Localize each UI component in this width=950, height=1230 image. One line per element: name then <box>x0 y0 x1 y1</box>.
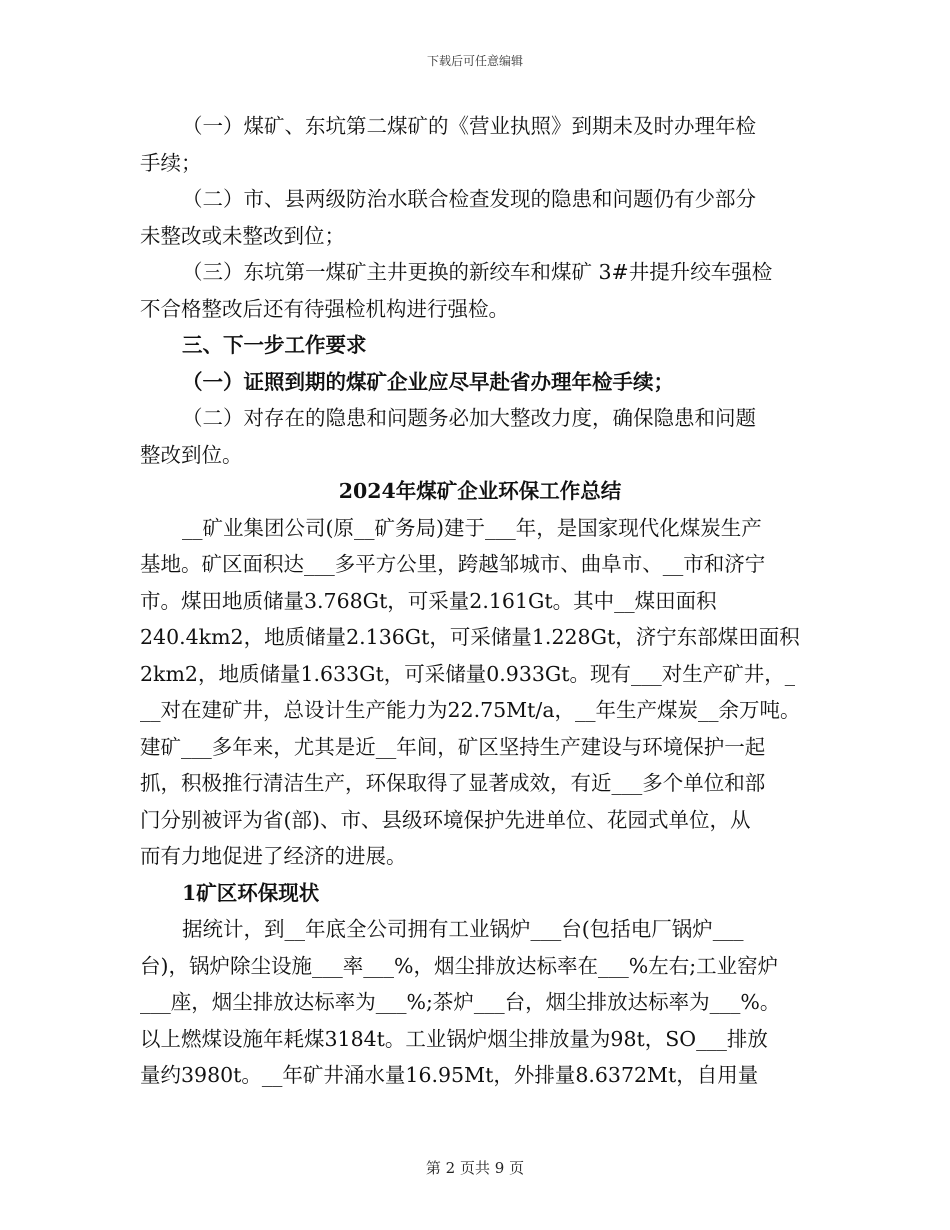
paragraph-line: 以上燃煤设施年耗煤3184t。工业锅炉烟尘排放量为98t，SO___排放 <box>140 1026 768 1051</box>
page-footer: 第 2 页共 9 页 <box>425 1159 525 1177</box>
paragraph-line: 门分别被评为省(部)、市、县级环境保护先进单位、花园式单位，从 <box>140 807 751 832</box>
paragraph-line: 市。煤田地质储量3.768Gt，可采量2.161Gt。其中__煤田面积 <box>140 588 717 613</box>
paragraph-line: 2km2，地质储量1.633Gt，可采储量0.933Gt。现有___对生产矿井，_ <box>140 661 796 686</box>
document-body <box>140 108 820 1094</box>
paragraph-line: 量约3980t。__年矿井涌水量16.95Mt，外排量8.6372Mt，自用量 <box>140 1063 759 1087</box>
paragraph-line: 240.4km2，地质储量2.136Gt，可采储量1.228Gt，济宁东部煤田面积 <box>140 625 800 649</box>
paragraph-line: __对在建矿井，总设计生产能力为22.75Mt/a，__年生产煤炭__余万吨。 <box>140 698 801 722</box>
section-heading: 三、下一步工作要求 <box>182 333 367 357</box>
page-header: 下载后可任意编辑 <box>426 54 523 68</box>
paragraph-line: ___座，烟尘排放达标率为___%;茶炉___台，烟尘排放达标率为___%。 <box>140 990 781 1014</box>
paragraph-line: 而有力地促进了经济的进展。 <box>140 844 407 868</box>
paragraph-line: （二）市、县两级防治水联合检查发现的隐患和问题仍有少部分 <box>182 187 756 211</box>
document-title: 2024年煤矿企业环保工作总结 <box>338 479 622 503</box>
paragraph-line: 抓，积极推行清洁生产，环保取得了显著成效，有近___多个单位和部 <box>140 771 766 795</box>
paragraph-line: 整改到位。 <box>140 442 243 467</box>
paragraph-line: （三）东坑第一煤矿主井更换的新绞车和煤矿 3#井提升绞车强检 <box>182 260 773 284</box>
paragraph-line: 手续； <box>140 150 202 175</box>
paragraph-line: 未整改或未整改到位； <box>140 223 345 248</box>
paragraph-line: 不合格整改后还有待强检机构进行强检。 <box>140 296 509 321</box>
paragraph-line: （二）对存在的隐患和问题务必加大整改力度，确保隐患和问题 <box>182 406 756 430</box>
section-heading: 1矿区环保现状 <box>182 880 320 905</box>
paragraph-line: 台)，锅炉除尘设施___率___%，烟尘排放达标率在___%左右;工业窑炉 <box>140 953 779 978</box>
paragraph-line: 据统计，到__年底全公司拥有工业锅炉___台(包括电厂锅炉___ <box>182 917 744 941</box>
paragraph-line: 基地。矿区面积达___多平方公里，跨越邹城市、曲阜市、__市和济宁 <box>140 552 766 576</box>
paragraph-line-bold: （一）证照到期的煤矿企业应尽早赴省办理年检手续； <box>182 369 674 394</box>
paragraph-line: （一）煤矿、东坑第二煤矿的《营业执照》到期未及时办理年检 <box>182 114 756 138</box>
paragraph-line: 建矿___多年来，尤其是近__年间，矿区坚持生产建设与环境保护一起 <box>140 734 766 759</box>
paragraph-line: __矿业集团公司(原__矿务局)建于___年，是国家现代化煤炭生产 <box>182 515 762 540</box>
